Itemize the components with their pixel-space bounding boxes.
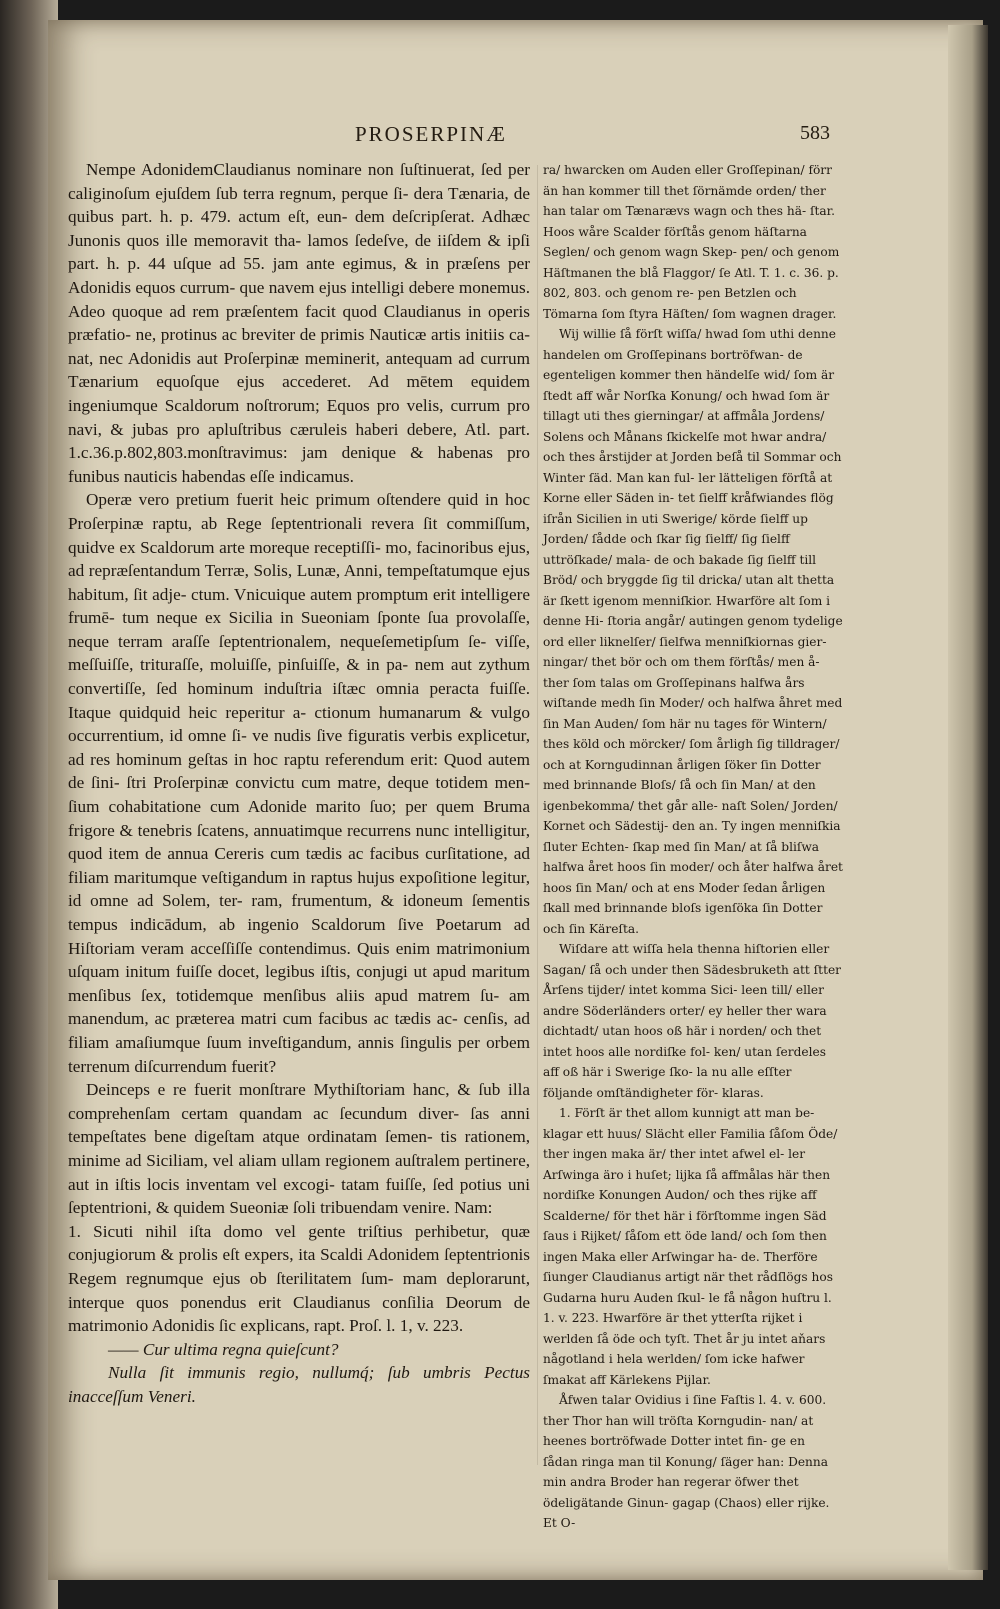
swedish-paragraph-4: 1. Förſt är thet allom kunnigt att man be- klagar ett huus/ Slächt eller Familia ſåſom Öde/ ther ingen maka är/ ther intet afwel el- ler Arſwinga äro i huſet; lijka ſå affmålas här then nordiſke Konungen Audon/ och thes rijke aff Scalderne/ för thet här i förſtomme ingen Säd ſaus i Rijket/ ſåſom ett öde land/ och ſom then ingen Maka eller Arſwingar ha- de. Therföre ſiunger Claudianus artigt när thet rådſlögs hos Gudarna huru Auden ſkul- le få någon huſtru l. 1. v. 223. Hwarföre är thet ytterſta rijket i werlden ſå öde och tyſt. Thet år ju intet aňars någotland i hela werlden/ ſom icke hafwer ſmakat aff Kärlekens Pijlar.: [543, 1106, 838, 1387]
latin-paragraph-2: Operæ vero pretium fuerit heic primum oſtendere quid in hoc Proſerpinæ raptu, ab Rege ſeptentrionali revera ſit commiſſum, quidve ex Scaldorum arte moreque receptiſſi- mo, facinoribus ejus, ad repræſentandum Terræ, Solis, Lunæ, Anni, tempeſtatumque ejus habitum, ſit adje- ctum. Vnicuique autem promptum erit intelligere frumē- tum neque ex Sicilia in Sueoniam ſponte ſua provolaſſe, neque terram araſſe ſeptentrionalem, nequeſemetipſum ſe- viſſe, meſſuiſſe, trituraſſe, moluiſſe, pinſuiſſe, & in pa- nem aut zythum convertiſſe, ſed hominum induſtria iſtæc omnia peracta fuiſſe. Itaque quidquid heic reperitur a- ctionum humanarum & vulgo occurrentium, id omne ſi- ve nudis ſive figuratis verbis explicetur, ad res hominum geſtas in hoc raptu referendum erit: Quod autem de ſini- ſtri Proſerpinæ convictu cum matre, deque totidem men- ſium cohabitatione cum Adonide marito ſuo; per quem Bruma frigore & tenebris ſcatens, annuatimque recurrens nunc intelligitur, quod item de annua Cereris cum tædis ac facibus curſitatione, ad filiam maritumque veſtigandum in raptus hujus expoſitione legitur, id omne ad Solem, ter- ram, frumentum, & idoneum ſementis tempus indicādum, ab ingenio Scaldorum ſive Poetarum ad Hiſtoriam veram acceſſiſſe contendimus. Quis enim matrimonium uſquam initum fuiſſe docet, legibus iſtis, conjugi ut apud maritum menſibus ſex, totidemque menſibus aliis apud matrem ſu- am manendum, ac præterea matri cum facibus ac tædis ac- cenſis, ad filiam amaſiumque ſuum inveſtigandum, annis ſingulis per orbem terrenum diſcurrendum fuerit?: [68, 490, 530, 1076]
swedish-paragraph-5: Åfwen talar Ovidius i ſine Faſtis l. 4. v. 600. ther Thor han will tröſta Korngudin- nan/ at heenes bortröfwade Dotter intet fin- ge en ſådan ringa man til Konung/ ſäger han: Denna min andra Broder han regerar öfwer thet ödeligätande Ginun- gagap (Chaos) eller rijke. Et O-: [543, 1393, 830, 1530]
swedish-paragraph-3: Wiſdare att wiſſa hela thenna hiſtorien eller Sagan/ ſå och under then Sädesbruketh att ſtter Årſens tijder/ intet komma Sici- leen till/ eller andre Söderländers orter/ ey heller ther wara dichtadt/ utan hoos oß här i norden/ och thet intet hoos alle nordiſke fol- ken/ utan ſerdeles aff oß här i Swerige ſko- la nu alle eſſter följande omſtändigheter för- klaras.: [543, 942, 842, 1100]
latin-paragraph-4: 1. Sicuti nihil iſta domo vel gente triſtius perhibetur, quæ conjugiorum & prolis eſt expers, ita Scaldi Adonidem ſeptentrionis Regem regnumque ejus ob ſterilitatem ſum- mam deplorarunt, interque quos ponendus erit Claudianus conſilia Deorum de matrimonio Adonidis ſic explicans, rapt. Proſ. l. 1, v. 223.: [68, 1221, 530, 1336]
page-header: [300, 122, 830, 152]
swedish-column: [543, 160, 843, 1530]
running-head: PROSERPINÆ: [355, 122, 507, 146]
latin-paragraph-3: Deinceps e re fuerit monſtrare Mythiſtoriam hanc, & ſub illa comprehenſam certam quandam ac ſecundum diver- ſas anni tempeſtates bene digeſtam atque ordinatam ſemen- tis rationem, minime ad Siciliam, vel aliam ullam regionem auſtralem pertinere, aut in iſtis locis inventam vel excogi- tatam fuiſſe, ſed potius uni ſeptentrioni, & quidem Sueoniæ ſoli tribuendam venire. Nam:: [68, 1080, 530, 1218]
latin-verse-2: Nulla ſit immunis regio, nullumq́; ſub umbris Pectus inacceſſum Veneri.: [68, 1363, 530, 1406]
latin-paragraph-1: Nempe AdonidemClaudianus nominare non ſuſtinuerat, ſed per caliginoſum ejuſdem ſub terra regnum, perque ſi- dera Tænaria, de quibus part. h. p. 479. actum eſt, eun- dem deſcripſerat. Adhæc Junonis quos ille memoravit tha- lamos ſedeſve, de iiſdem & ipſi part. h. p. 44 uſque ad 55. jam ante egimus, & in præſens per Adonidis equos currum- que navem ejus intelligi debere monemus. Adeo quoque ad rem præſentem facit quod Claudianus in operis præfatio- ne, protinus ac breviter de primis Nauticæ artis initiis ca- nat, nec Adonidis aut Proſerpinæ meminerit, antequam ad currum Tænarium equoſque ejus accederet. Ad mētem equidem ingeniumque Scaldorum noſtrorum; Equos pro velis, currum pro navi, & jubas pro apluſtribus cæruleis haberi debere, Atl. part. 1.c.36.p.802,803.monſtravimus: jam denique & habenas pro funibus nauticis habendas eſſe indicamus.: [68, 160, 530, 486]
latin-verse-1: —— Cur ultima regna quieſcunt?: [108, 1339, 339, 1359]
page-number: 583: [800, 122, 830, 144]
latin-column: [68, 158, 530, 1488]
swedish-paragraph-2: Wij willie ſå förſt wiſſa/ hwad ſom uthi denne handelen om Groſſepinans bortröfwan- de egenteligen kommer then händelſe wid/ ſom är ſtedt aff wår Norſka Konung/ och hwad ſom är tillagt uti thes gierningar/ at affmåla Jordens/ Solens och Månans ſkickelſe mot hwar andra/ och thes årstijder at Jorden beſå til Sommar och Winter ſäd. Man kan ful- ler lätteligen förſtå at Korne eller Säden in- tet ſielff kråfwiandes flög iſrån Sicilien in uti Swerige/ körde ſielff up Jorden/ ſådde och ſkar ſig ſielff/ ſig ſielff uttröſkade/ mala- de och bakade ſig ſielff till Bröd/ och bryggde ſig til dricka/ utan alt thetta är ſkett igenom menniſkior. Hwarföre alt ſom i denne Hi- ſtoria angår/ autingen genom tydelige ord eller liknelſer/ ſielfwa menniſkiornas gier- ningar/ thet bör och om them förſtås/ men å- ther ſom talas om Groſſepinans halfwa års wiſtande medh ſin Moder/ och halfwa åhret med ſin Man Auden/ ſom här nu tages för Wintern/ thes köld och mörcker/ ſom årligh ſig tilldrager/ och at Korngudinnan årligen ſöker ſin Dotter med brinnande Bloſs/ ſå och ſin Man/ at den igenbekomma/ thet går alle- naſt Solen/ Jorden/ Kornet och Sädestij- den an. Ty ingen menniſkia ſluter Echten- ſkap med ſin Man/ at ſå bliſwa halfwa året hoos ſin moder/ och åter halfwa året hoos ſin Man/ och at ens Moder ſedan årligen ſkall med brinnande bloſs igenſöka ſin Dotter och ſin Käreſta.: [543, 327, 843, 936]
column-divider: [537, 165, 538, 1465]
swedish-paragraph-1: ra/ hwarcken om Auden eller Groſſepinan/ förr än han kommer till thet ſörnämde orden/ ther han talar om Tænarævs wagn och thes hä- ſtar. Hoos wåre Scalder förſtås genom häſtarna Seglen/ och genom wagn Skep- pen/ och genom Häſtmanen the blå Flaggor/ ſe Atl. T. 1. c. 36. p. 802, 803. och genom re- pen Betzlen och Tömarna ſom ſtyra Häſten/ ſom wagnen drager.: [543, 163, 840, 321]
page-edge: [948, 25, 988, 1570]
